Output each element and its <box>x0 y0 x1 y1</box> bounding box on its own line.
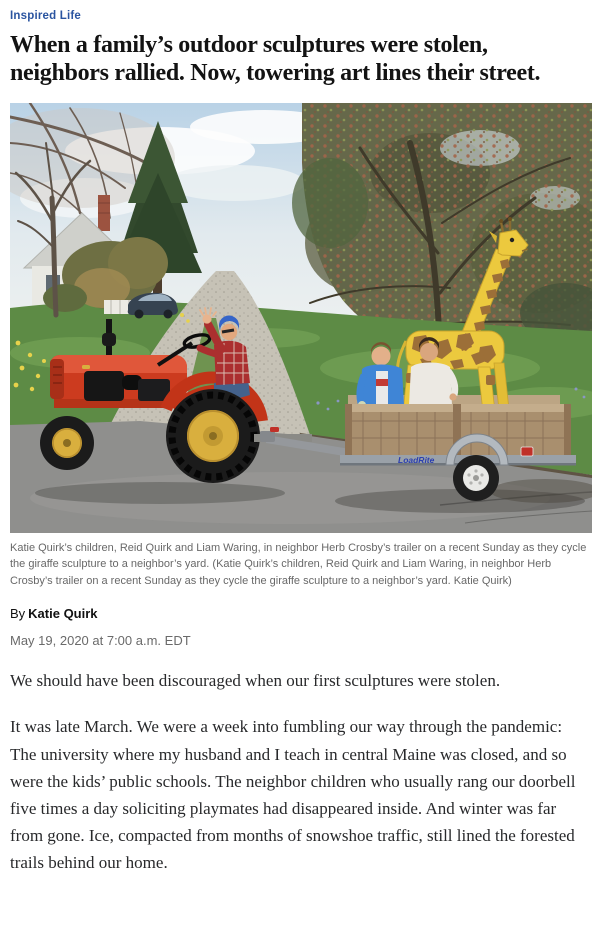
tractor-shadow <box>35 482 285 504</box>
article-paragraph: It was late March. We were a week into fumbling our way through the pandemic: The university where my husband and I teach in central Maine was closed, and so were the kids’ public schools. The neighbor children who usually rang our doorbell five times a day soliciting playmates had disappeared inside. And winter was far from gone. Ice, compacted from months of snowshoe traffic, still lined the forested trails behind our home. <box>10 717 576 873</box>
article-body <box>10 667 592 876</box>
dateline: May 19, 2020 at 7:00 a.m. EDT <box>10 633 191 649</box>
byline-prefix: By <box>10 606 26 622</box>
trailer-brand-logo: LoadRite <box>398 454 435 465</box>
trailer-wheel <box>453 455 499 501</box>
lead-photo <box>10 103 592 533</box>
trailer-tail-light <box>521 447 533 456</box>
hitch-handle <box>270 427 279 432</box>
tractor-rear-wheel <box>166 389 260 483</box>
headline: When a family’s outdoor sculptures were stolen, neighbors rallied. Now, towering art lines their street. <box>10 32 541 87</box>
article-paragraph: We should have been discouraged when our first sculptures were stolen. <box>10 671 501 691</box>
lead-photo-figure <box>10 103 592 590</box>
author-link[interactable]: Katie Quirk <box>28 606 98 622</box>
tractor-front-wheel <box>40 416 94 470</box>
sunglasses <box>222 330 234 332</box>
byline <box>10 606 592 621</box>
photo-caption: Katie Quirk’s children, Reid Quirk and Liam Waring, in neighbor Herb Crosby’s trailer on a recent Sunday as they cycle the giraffe sculpture to a neighbor’s yard. (Katie Quirk’s children, Reid Quirk and Liam Waring, in neighbor Herb Crosby’s trailer on a recent Sunday as they cycle the giraffe sculpture to a neighbor’s yard. Katie Quirk) <box>10 541 587 587</box>
section-kicker-link[interactable]: Inspired Life <box>10 10 81 22</box>
